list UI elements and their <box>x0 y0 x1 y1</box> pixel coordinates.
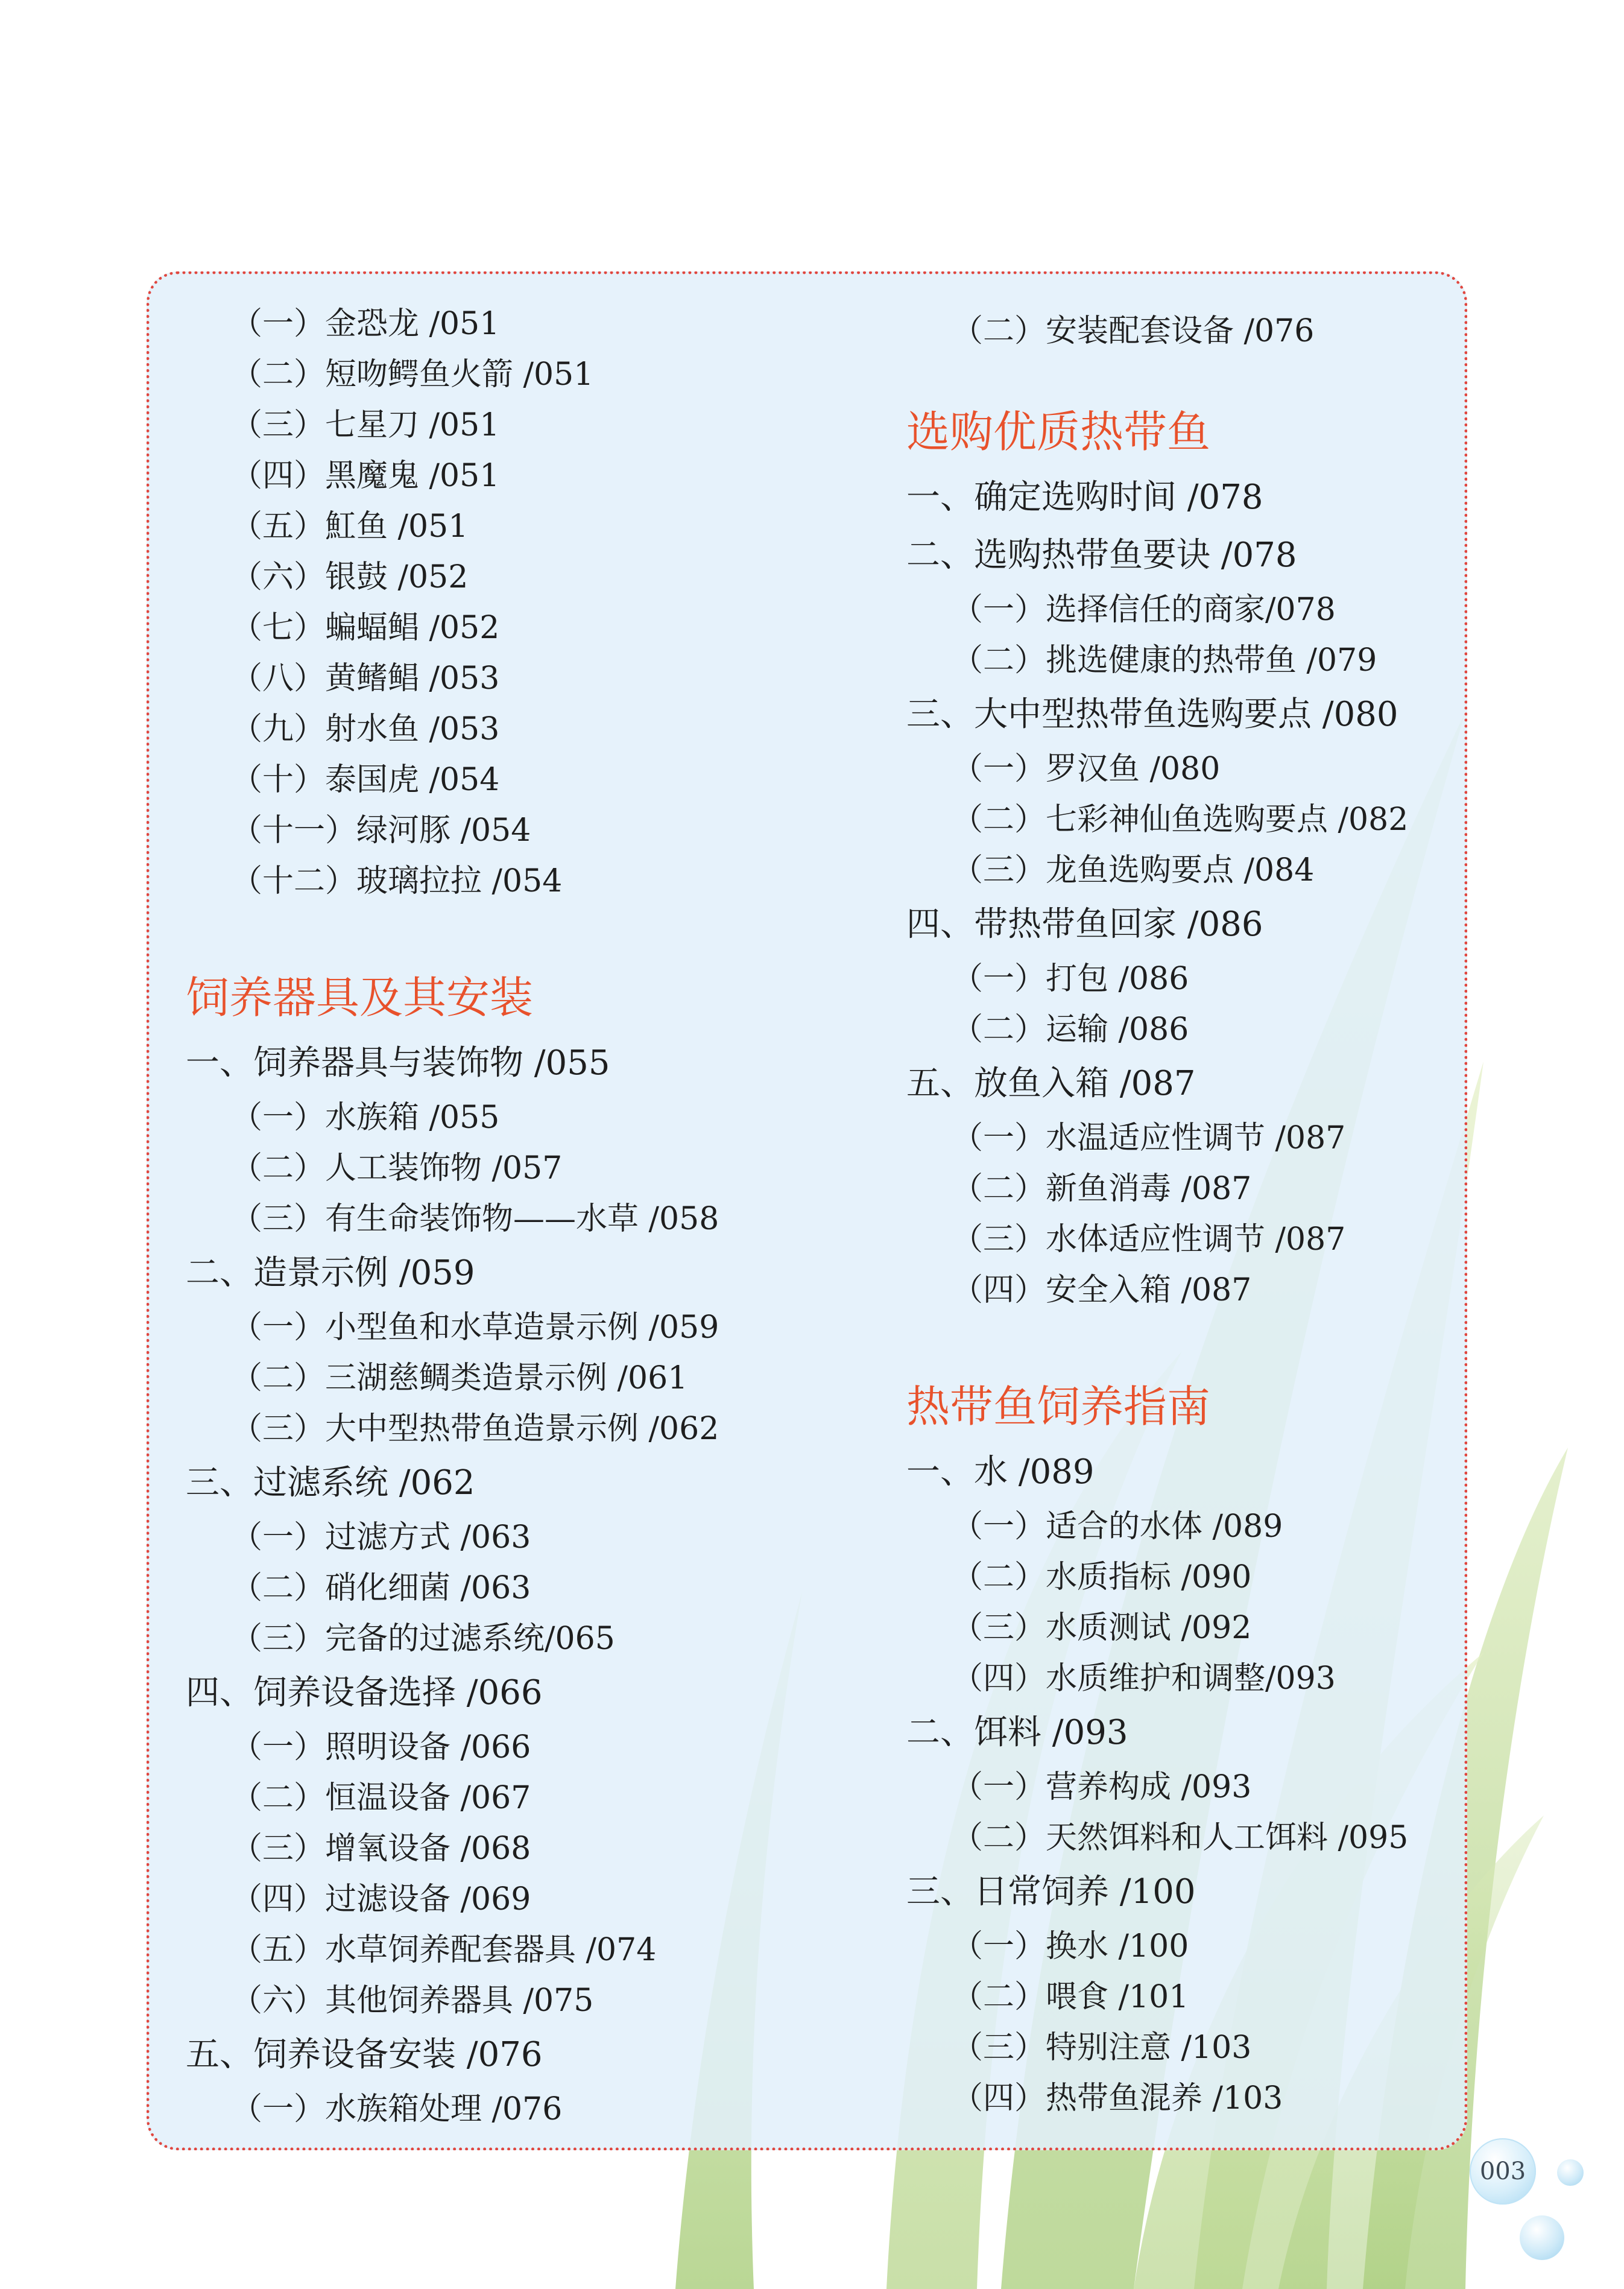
toc-subentry: （一）小型鱼和水草造景示例 /059 <box>231 1309 719 1346</box>
toc-chapter-entry: 一、饲养器具与装饰物 /055 <box>186 1043 610 1083</box>
toc-subentry: （一）适合的水体 /089 <box>952 1509 1283 1545</box>
toc-subentry: （一）水族箱 /055 <box>231 1100 500 1136</box>
toc-subentry: （一）金恐龙 /051 <box>231 306 500 342</box>
toc-subentry: （四）热带鱼混养 /103 <box>952 2080 1283 2116</box>
page-number-bubble: 003 <box>1470 2138 1536 2205</box>
toc-subentry: （六）银鼓 /052 <box>231 559 469 595</box>
toc-chapter-entry: 四、带热带鱼回家 /086 <box>906 905 1263 944</box>
toc-subentry: （一）过滤方式 /063 <box>231 1519 531 1556</box>
toc-subentry: （二）安装配套设备 /076 <box>952 313 1315 349</box>
toc-chapter-entry: 三、过滤系统 /062 <box>186 1463 475 1502</box>
toc-subentry: （二）短吻鳄鱼火箭 /051 <box>231 356 594 393</box>
toc-subentry: （四）安全入箱 /087 <box>952 1272 1252 1308</box>
toc-subentry: （四）过滤设备 /069 <box>231 1881 531 1917</box>
section-heading: 选购优质热带鱼 <box>906 407 1211 457</box>
bubble-decoration <box>1557 2159 1584 2186</box>
toc-subentry: （一）水族箱处理 /076 <box>231 2091 563 2127</box>
toc-subentry: （三）七星刀 /051 <box>231 407 500 443</box>
toc-subentry: （三）水体适应性调节 /087 <box>952 1221 1346 1258</box>
toc-subentry: （一）水温适应性调节 /087 <box>952 1120 1346 1156</box>
toc-subentry: （三）龙鱼选购要点 /084 <box>952 852 1315 888</box>
toc-subentry: （六）其他饲养器具 /075 <box>231 1983 594 2019</box>
toc-subentry: （八）黄鳍鲳 /053 <box>231 660 500 697</box>
toc-left-column <box>186 274 837 2135</box>
toc-subentry: （九）射水鱼 /053 <box>231 711 500 747</box>
toc-subentry: （十）泰国虎 /054 <box>231 762 500 798</box>
toc-subentry: （三）水质测试 /092 <box>952 1610 1252 1646</box>
toc-chapter-entry: 三、日常饲养 /100 <box>906 1872 1196 1911</box>
toc-subentry: （二）三湖慈鲷类造景示例 /061 <box>231 1360 688 1396</box>
bubble-decoration <box>1520 2215 1564 2260</box>
toc-chapter-entry: 二、选购热带鱼要诀 /078 <box>906 536 1297 575</box>
toc-chapter-entry: 五、饲养设备安装 /076 <box>186 2035 543 2074</box>
toc-chapter-entry: 二、饵料 /093 <box>906 1713 1128 1752</box>
toc-subentry: （三）增氧设备 /068 <box>231 1831 531 1867</box>
toc-subentry: （四）水质维护和调整/093 <box>952 1661 1336 1697</box>
toc-subentry: （三）完备的过滤系统/065 <box>231 1621 615 1657</box>
toc-subentry: （一）换水 /100 <box>952 1928 1189 1964</box>
toc-chapter-entry: 四、饲养设备选择 /066 <box>186 1673 543 1712</box>
toc-subentry: （二）七彩神仙鱼选购要点 /082 <box>952 802 1409 838</box>
toc-chapter-entry: 五、放鱼入箱 /087 <box>906 1064 1196 1103</box>
toc-subentry: （一）选择信任的商家/078 <box>952 592 1336 628</box>
toc-subentry: （三）大中型热带鱼造景示例 /062 <box>231 1411 719 1447</box>
table-of-contents-panel <box>147 271 1467 2150</box>
toc-subentry: （二）硝化细菌 /063 <box>231 1570 531 1606</box>
toc-subentry: （一）营养构成 /093 <box>952 1769 1252 1805</box>
toc-subentry: （二）天然饵料和人工饵料 /095 <box>952 1820 1409 1856</box>
toc-subentry: （七）蝙蝠鲳 /052 <box>231 610 500 646</box>
toc-chapter-entry: 二、造景示例 /059 <box>186 1253 475 1293</box>
toc-right-column <box>906 274 1449 2124</box>
section-spacer <box>906 1315 1449 1370</box>
toc-subentry: （十一）绿河豚 /054 <box>231 812 531 849</box>
toc-subentry: （三）特别注意 /103 <box>952 2030 1252 2066</box>
toc-subentry: （五）水草饲养配套器具 /074 <box>231 1932 657 1968</box>
section-spacer <box>906 356 1449 395</box>
toc-subentry: （一）照明设备 /066 <box>231 1729 531 1765</box>
section-heading: 饲养器具及其安装 <box>186 972 534 1023</box>
toc-subentry: （二）水质指标 /090 <box>952 1559 1252 1595</box>
toc-subentry: （四）黑魔鬼 /051 <box>231 458 500 494</box>
toc-subentry: （二）运输 /086 <box>952 1012 1189 1048</box>
toc-chapter-entry: 三、大中型热带鱼选购要点 /080 <box>906 695 1398 734</box>
toc-subentry: （二）人工装饰物 /057 <box>231 1150 563 1186</box>
section-heading: 热带鱼饲养指南 <box>906 1381 1211 1432</box>
section-spacer <box>186 907 837 961</box>
toc-subentry: （三）有生命装饰物——水草 /058 <box>231 1201 719 1237</box>
toc-chapter-entry: 一、确定选购时间 /078 <box>906 478 1263 517</box>
toc-subentry: （十二）玻璃拉拉 /054 <box>231 863 563 899</box>
toc-subentry: （二）新鱼消毒 /087 <box>952 1171 1252 1207</box>
toc-subentry: （二）挑选健康的热带鱼 /079 <box>952 642 1377 679</box>
toc-chapter-entry: 一、水 /089 <box>906 1452 1095 1492</box>
toc-subentry: （二）喂食 /101 <box>952 1979 1189 2015</box>
toc-subentry: （一）罗汉鱼 /080 <box>952 751 1221 787</box>
toc-subentry: （一）打包 /086 <box>952 961 1189 997</box>
toc-subentry: （五）魟鱼 /051 <box>231 508 469 545</box>
toc-subentry: （二）恒温设备 /067 <box>231 1780 531 1816</box>
